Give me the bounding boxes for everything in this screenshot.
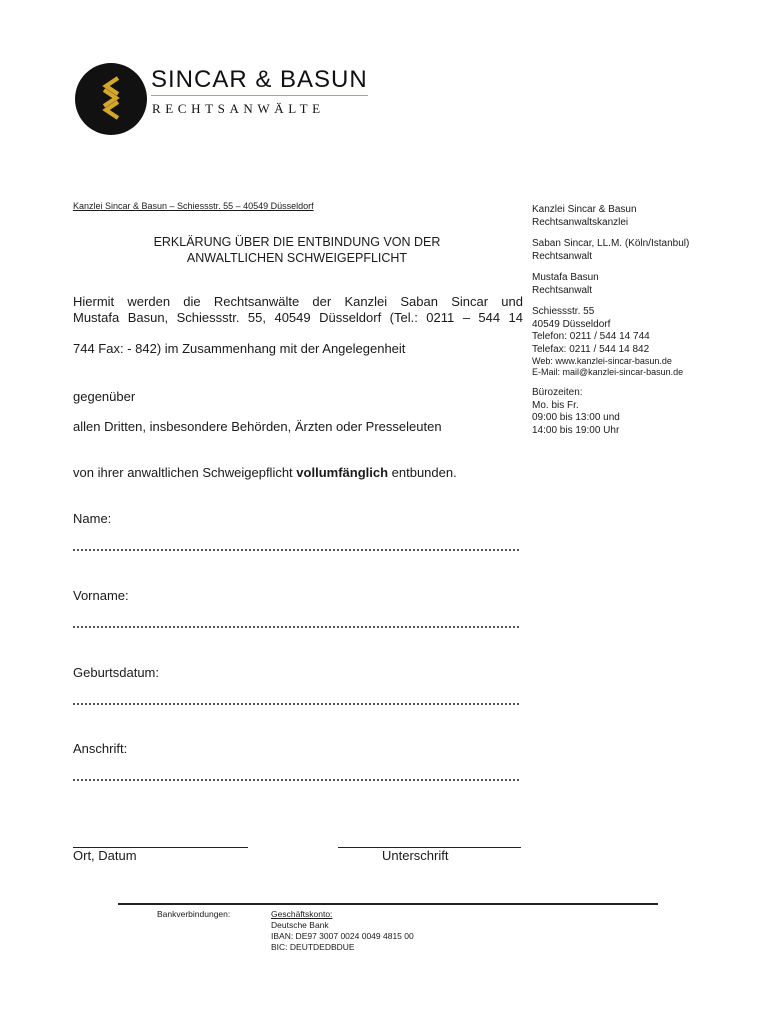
release-text: von ihrer anwaltlichen Schweigepflicht (73, 465, 297, 480)
sidebar-line: 09:00 bis 13:00 und (532, 412, 620, 423)
email-link[interactable]: E-Mail: mail@kanzlei-sincar-basun.de (532, 367, 684, 377)
lawyer-block (532, 272, 760, 297)
sidebar-line: Telefax: 0211 / 544 14 842 (532, 343, 650, 355)
account-heading: Geschäftskonto: (271, 909, 333, 919)
intro-line: Hiermit werden die Rechtsanwälte der Kanzlei Saban Sincar und (73, 294, 523, 309)
sidebar-line: Kanzlei Sincar & Basun (532, 204, 637, 215)
footer-divider (118, 903, 658, 905)
title-line: ANWALTLICHEN SCHWEIGEPFLICHT (186, 251, 408, 265)
bank-details (271, 909, 414, 953)
anschrift-label: Anschrift: (73, 741, 128, 756)
bic: BIC: DEUTDEDBDUE (271, 942, 355, 952)
bank-name: Deutsche Bank (271, 920, 329, 930)
gegenueber-text: gegenüber (73, 389, 136, 404)
sender-address-line: Kanzlei Sincar & Basun – Schiessstr. 55 – 40549 Düsseldorf (73, 201, 314, 211)
iban: IBAN: DE97 3007 0024 0049 4815 00 (271, 931, 414, 941)
sidebar-line: Bürozeiten: (532, 387, 583, 398)
title-line: ERKLÄRUNG ÜBER DIE ENTBINDUNG VON DER (153, 235, 441, 249)
sidebar-line: Rechtsanwalt (532, 250, 593, 262)
sidebar-line: Telefon: 0211 / 544 14 744 (532, 331, 650, 342)
web-block (532, 356, 760, 378)
release-emphasis: vollumfänglich (296, 465, 389, 480)
office-hours-block (532, 387, 760, 437)
geburtsdatum-label: Geburtsdatum: (73, 665, 159, 680)
firm-name: SINCAR & BASUN (151, 66, 368, 93)
parties-text: allen Dritten, insbesondere Behörden, Ärzten oder Presseleuten (73, 419, 442, 434)
sidebar-line: Rechtsanwaltskanzlei (532, 216, 629, 228)
intro-line: Mustafa Basun, Schiessstr. 55, 40549 Düsseldorf (Tel.: 0211 – 544 14 (73, 309, 523, 325)
sidebar-line: 40549 Düsseldorf (532, 318, 611, 330)
firm-block (532, 204, 760, 229)
logo-divider (151, 95, 368, 96)
vorname-field[interactable] (73, 626, 519, 628)
name-field[interactable] (73, 549, 519, 551)
release-text-end: entbunden. (388, 465, 457, 480)
vorname-label: Vorname: (73, 588, 129, 603)
signature-label: Unterschrift (382, 848, 449, 863)
sidebar-line: Mustafa Basun (532, 272, 599, 283)
lawyer-block (532, 238, 760, 263)
name-label: Name: (73, 511, 112, 526)
firm-subtitle: RECHTSANWÄLTE (152, 101, 325, 116)
anschrift-field[interactable] (73, 779, 519, 781)
address-block (532, 306, 760, 356)
sidebar-line: 14:00 bis 19:00 Uhr (532, 424, 620, 436)
sidebar-line: Mo. bis Fr. (532, 399, 579, 411)
place-date-label: Ort, Datum (73, 848, 137, 863)
sidebar-line: Schiessstr. 55 (532, 306, 595, 317)
intro-paragraph (73, 294, 523, 356)
website-link[interactable]: Web: www.kanzlei-sincar-basun.de (532, 356, 672, 366)
bank-label: Bankverbindungen: (157, 909, 231, 919)
document-title (92, 234, 502, 266)
sidebar-line: Rechtsanwalt (532, 284, 593, 296)
sidebar-line: Saban Sincar, LL.M. (Köln/Istanbul) (532, 238, 690, 249)
intro-line: 744 Fax: - 842) im Zusammenhang mit der Angelegenheit (73, 340, 406, 356)
release-statement (73, 465, 457, 480)
firm-logo-icon (74, 62, 148, 136)
geburtsdatum-field[interactable] (73, 703, 519, 705)
letterhead-sidebar (532, 204, 760, 437)
